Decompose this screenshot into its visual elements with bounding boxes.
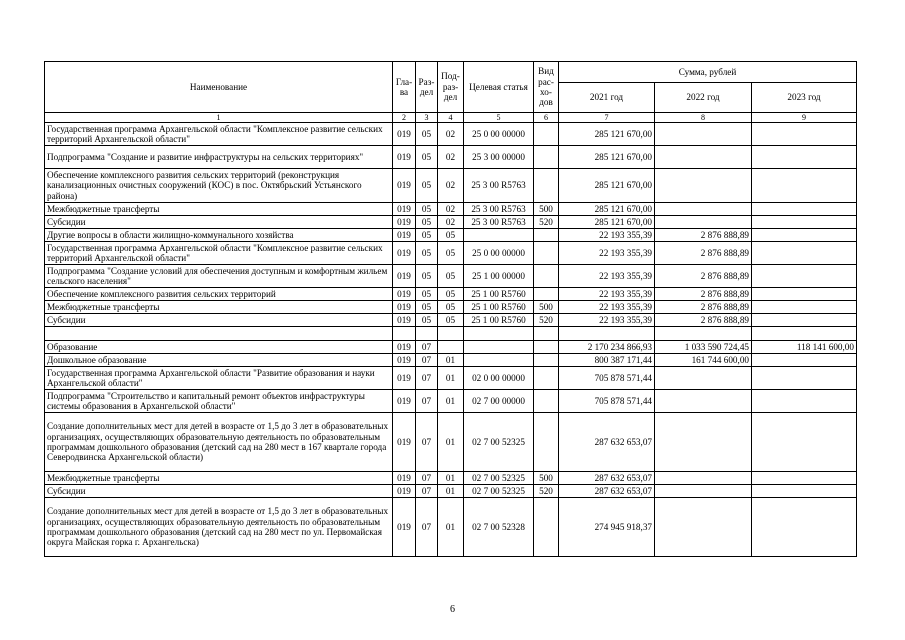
row-target-article: 25 3 00 R5763	[464, 169, 534, 203]
column-number: 7	[559, 113, 655, 123]
row-glava: 019	[393, 203, 416, 216]
row-sum-2021: 287 632 653,07	[559, 413, 655, 472]
row-name: Обеспечение комплексного развития сельских территорий (реконструкция канализационных очистных сооружений (КОС) в пос. Октябрьский Устьянского района)	[45, 169, 393, 203]
table-row	[45, 472, 857, 485]
row-target-article: 25 1 00 R5760	[464, 288, 534, 301]
row-target-article: 25 1 00 00000	[464, 265, 534, 288]
row-sum-2022: 2 876 888,89	[655, 288, 752, 301]
row-sum-2022: 2 876 888,89	[655, 242, 752, 265]
row-glava: 019	[393, 472, 416, 485]
row-sum-2022	[655, 390, 752, 413]
row-expense-type	[534, 341, 559, 354]
row-name: Межбюджетные трансферты	[45, 301, 393, 314]
row-sum-2021: 285 121 670,00	[559, 169, 655, 203]
row-sum-2022: 2 876 888,89	[655, 229, 752, 242]
row-name: Субсидии	[45, 216, 393, 229]
row-glava: 019	[393, 314, 416, 327]
row-sum-2021: 22 193 355,39	[559, 229, 655, 242]
row-name	[45, 327, 393, 341]
table-row	[45, 341, 857, 354]
row-glava: 019	[393, 288, 416, 301]
row-sum-2022	[655, 123, 752, 146]
row-podrazdel: 05	[438, 314, 464, 327]
row-sum-2023	[752, 390, 857, 413]
table-row	[45, 498, 857, 557]
row-name: Подпрограмма "Создание и развитие инфраструктуры на сельских территориях"	[45, 146, 393, 169]
row-expense-type	[534, 413, 559, 472]
table-row	[45, 242, 857, 265]
table-row	[45, 327, 857, 341]
row-podrazdel: 05	[438, 288, 464, 301]
row-expense-type	[534, 367, 559, 390]
row-sum-2022	[655, 498, 752, 557]
row-sum-2022: 2 876 888,89	[655, 314, 752, 327]
row-sum-2022	[655, 216, 752, 229]
row-sum-2023	[752, 288, 857, 301]
budget-table-sheet	[44, 61, 856, 557]
row-sum-2021: 22 193 355,39	[559, 314, 655, 327]
column-number: 1	[45, 113, 393, 123]
row-podrazdel: 01	[438, 413, 464, 472]
row-podrazdel: 02	[438, 216, 464, 229]
row-sum-2022	[655, 169, 752, 203]
row-podrazdel	[438, 327, 464, 341]
row-sum-2021: 285 121 670,00	[559, 123, 655, 146]
row-sum-2022: 2 876 888,89	[655, 265, 752, 288]
row-podrazdel: 02	[438, 146, 464, 169]
row-razdel: 05	[416, 216, 438, 229]
column-number: 9	[752, 113, 857, 123]
row-sum-2023	[752, 314, 857, 327]
row-razdel: 05	[416, 242, 438, 265]
table-row	[45, 413, 857, 472]
row-expense-type: 520	[534, 314, 559, 327]
page-number: 6	[450, 604, 455, 615]
row-razdel	[416, 327, 438, 341]
header-sum: Сумма, рублей	[559, 62, 857, 83]
table-row	[45, 354, 857, 367]
row-expense-type: 500	[534, 472, 559, 485]
row-target-article: 25 0 00 00000	[464, 242, 534, 265]
row-target-article: 02 7 00 52325	[464, 472, 534, 485]
row-name: Образование	[45, 341, 393, 354]
row-sum-2021	[559, 327, 655, 341]
row-target-article	[464, 341, 534, 354]
table-row	[45, 288, 857, 301]
row-expense-type	[534, 265, 559, 288]
row-sum-2021: 285 121 670,00	[559, 216, 655, 229]
row-glava: 019	[393, 341, 416, 354]
row-sum-2023	[752, 146, 857, 169]
row-sum-2021: 285 121 670,00	[559, 146, 655, 169]
table-row	[45, 265, 857, 288]
row-sum-2023	[752, 203, 857, 216]
row-name: Подпрограмма "Строительство и капитальный ремонт объектов инфраструктуры системы образования в Архангельской области"	[45, 390, 393, 413]
row-target-article	[464, 327, 534, 341]
row-target-article: 25 3 00 R5763	[464, 216, 534, 229]
row-name: Субсидии	[45, 485, 393, 498]
column-number: 2	[393, 113, 416, 123]
row-razdel: 07	[416, 367, 438, 390]
row-target-article: 25 0 00 00000	[464, 123, 534, 146]
row-razdel: 07	[416, 341, 438, 354]
row-sum-2022	[655, 146, 752, 169]
column-number: 3	[416, 113, 438, 123]
row-glava: 019	[393, 301, 416, 314]
table-row	[45, 485, 857, 498]
row-expense-type	[534, 146, 559, 169]
row-target-article: 25 3 00 00000	[464, 146, 534, 169]
row-sum-2023	[752, 242, 857, 265]
row-sum-2021: 705 878 571,44	[559, 390, 655, 413]
row-sum-2022	[655, 413, 752, 472]
row-name: Другие вопросы в области жилищно-коммунального хозяйства	[45, 229, 393, 242]
row-expense-type	[534, 327, 559, 341]
row-name: Создание дополнительных мест для детей в возрасте от 1,5 до 3 лет в образовательных организациях, осуществляющих образовательную деятельность по образовательным программам дошкольного образования (детский сад на 280 мест по ул. Первомайская округа Майская горка г. Архангельска)	[45, 498, 393, 557]
header-expense-type: Вид рас-хо-дов	[534, 62, 559, 113]
table-row	[45, 314, 857, 327]
row-sum-2023	[752, 123, 857, 146]
row-expense-type: 520	[534, 216, 559, 229]
row-podrazdel: 01	[438, 390, 464, 413]
row-glava: 019	[393, 367, 416, 390]
row-glava: 019	[393, 265, 416, 288]
table-row	[45, 203, 857, 216]
row-name: Субсидии	[45, 314, 393, 327]
row-glava: 019	[393, 485, 416, 498]
row-sum-2022	[655, 367, 752, 390]
row-glava: 019	[393, 229, 416, 242]
row-razdel: 07	[416, 390, 438, 413]
row-expense-type: 520	[534, 485, 559, 498]
row-glava: 019	[393, 242, 416, 265]
row-name: Государственная программа Архангельской области "Комплексное развитие сельских территорий Архангельской области"	[45, 242, 393, 265]
row-glava	[393, 327, 416, 341]
column-number: 8	[655, 113, 752, 123]
row-glava: 019	[393, 146, 416, 169]
row-target-article: 02 7 00 52328	[464, 498, 534, 557]
column-number-row	[45, 113, 857, 123]
row-sum-2023	[752, 472, 857, 485]
header-year-2023: 2023 год	[752, 83, 857, 113]
row-sum-2021: 800 387 171,44	[559, 354, 655, 367]
row-target-article: 25 3 00 R5763	[464, 203, 534, 216]
row-target-article	[464, 354, 534, 367]
header-year-2022: 2022 год	[655, 83, 752, 113]
row-expense-type	[534, 169, 559, 203]
table-row	[45, 123, 857, 146]
row-target-article: 02 7 00 52325	[464, 485, 534, 498]
table-row	[45, 367, 857, 390]
row-razdel: 05	[416, 169, 438, 203]
row-sum-2021: 287 632 653,07	[559, 485, 655, 498]
row-podrazdel: 05	[438, 229, 464, 242]
row-name: Межбюджетные трансферты	[45, 203, 393, 216]
row-name: Дошкольное образование	[45, 354, 393, 367]
row-podrazdel: 05	[438, 301, 464, 314]
row-podrazdel: 01	[438, 367, 464, 390]
header-razdel: Раз-дел	[416, 62, 438, 113]
header-year-2021: 2021 год	[559, 83, 655, 113]
row-target-article: 02 7 00 00000	[464, 390, 534, 413]
row-podrazdel: 01	[438, 472, 464, 485]
row-sum-2023	[752, 354, 857, 367]
row-glava: 019	[393, 413, 416, 472]
row-razdel: 05	[416, 314, 438, 327]
row-sum-2021: 705 878 571,44	[559, 367, 655, 390]
row-razdel: 07	[416, 485, 438, 498]
row-sum-2023	[752, 327, 857, 341]
row-sum-2023	[752, 301, 857, 314]
budget-table	[44, 61, 857, 557]
table-row	[45, 216, 857, 229]
row-razdel: 05	[416, 301, 438, 314]
row-podrazdel: 01	[438, 485, 464, 498]
row-target-article: 02 0 00 00000	[464, 367, 534, 390]
row-expense-type	[534, 229, 559, 242]
row-sum-2022	[655, 203, 752, 216]
header-name: Наименование	[45, 62, 393, 113]
row-sum-2021: 22 193 355,39	[559, 265, 655, 288]
row-sum-2022	[655, 472, 752, 485]
row-name: Межбюджетные трансферты	[45, 472, 393, 485]
row-podrazdel: 02	[438, 123, 464, 146]
row-sum-2023	[752, 498, 857, 557]
table-row	[45, 146, 857, 169]
row-razdel: 05	[416, 288, 438, 301]
column-number: 4	[438, 113, 464, 123]
row-sum-2021: 285 121 670,00	[559, 203, 655, 216]
row-expense-type: 500	[534, 203, 559, 216]
row-glava: 019	[393, 390, 416, 413]
row-razdel: 05	[416, 203, 438, 216]
column-number: 6	[534, 113, 559, 123]
row-sum-2023	[752, 265, 857, 288]
row-podrazdel: 05	[438, 265, 464, 288]
row-podrazdel: 01	[438, 498, 464, 557]
row-name: Подпрограмма "Создание условий для обеспечения доступным и комфортным жильем сельского населения"	[45, 265, 393, 288]
row-name: Государственная программа Архангельской области "Комплексное развитие сельских территорий Архангельской области"	[45, 123, 393, 146]
row-name: Обеспечение комплексного развития сельских территорий	[45, 288, 393, 301]
row-sum-2023	[752, 413, 857, 472]
column-number: 5	[464, 113, 534, 123]
row-glava: 019	[393, 123, 416, 146]
row-razdel: 05	[416, 123, 438, 146]
row-podrazdel: 02	[438, 169, 464, 203]
row-sum-2021: 287 632 653,07	[559, 472, 655, 485]
row-razdel: 05	[416, 265, 438, 288]
row-podrazdel: 01	[438, 354, 464, 367]
row-sum-2023: 118 141 600,00	[752, 341, 857, 354]
row-podrazdel	[438, 341, 464, 354]
row-sum-2022	[655, 327, 752, 341]
row-sum-2021: 22 193 355,39	[559, 242, 655, 265]
row-sum-2021: 2 170 234 866,93	[559, 341, 655, 354]
row-name: Государственная программа Архангельской области "Развитие образования и науки Архангельской области"	[45, 367, 393, 390]
row-razdel: 05	[416, 146, 438, 169]
row-name: Создание дополнительных мест для детей в возрасте от 1,5 до 3 лет в образовательных организациях, осуществляющих образовательную деятельность по образовательным программам дошкольного образования (детский сад на 280 мест в 167 квартале города Северодвинска Архангельской области)	[45, 413, 393, 472]
row-expense-type	[534, 288, 559, 301]
row-sum-2023	[752, 216, 857, 229]
row-razdel: 07	[416, 498, 438, 557]
row-expense-type	[534, 390, 559, 413]
row-expense-type	[534, 123, 559, 146]
row-expense-type	[534, 354, 559, 367]
row-razdel: 07	[416, 354, 438, 367]
row-razdel: 07	[416, 413, 438, 472]
table-row	[45, 229, 857, 242]
row-glava: 019	[393, 216, 416, 229]
row-sum-2023	[752, 229, 857, 242]
row-target-article: 25 1 00 R5760	[464, 301, 534, 314]
row-sum-2023	[752, 485, 857, 498]
row-sum-2023	[752, 367, 857, 390]
header-target-article: Целевая статья	[464, 62, 534, 113]
row-sum-2021: 274 945 918,37	[559, 498, 655, 557]
row-sum-2022	[655, 485, 752, 498]
row-glava: 019	[393, 169, 416, 203]
row-sum-2021: 22 193 355,39	[559, 301, 655, 314]
header-glava: Гла-ва	[393, 62, 416, 113]
table-row	[45, 390, 857, 413]
row-sum-2022: 161 744 600,00	[655, 354, 752, 367]
row-target-article	[464, 229, 534, 242]
table-row	[45, 301, 857, 314]
row-podrazdel: 05	[438, 242, 464, 265]
header-podrazdel: Под-раз-дел	[438, 62, 464, 113]
row-sum-2022: 2 876 888,89	[655, 301, 752, 314]
row-expense-type	[534, 498, 559, 557]
row-sum-2022: 1 033 590 724,45	[655, 341, 752, 354]
row-glava: 019	[393, 354, 416, 367]
row-target-article: 02 7 00 52325	[464, 413, 534, 472]
row-expense-type: 500	[534, 301, 559, 314]
row-glava: 019	[393, 498, 416, 557]
table-row	[45, 169, 857, 203]
row-expense-type	[534, 242, 559, 265]
row-sum-2023	[752, 169, 857, 203]
row-razdel: 07	[416, 472, 438, 485]
row-podrazdel: 02	[438, 203, 464, 216]
row-target-article: 25 1 00 R5760	[464, 314, 534, 327]
row-razdel: 05	[416, 229, 438, 242]
row-sum-2021: 22 193 355,39	[559, 288, 655, 301]
